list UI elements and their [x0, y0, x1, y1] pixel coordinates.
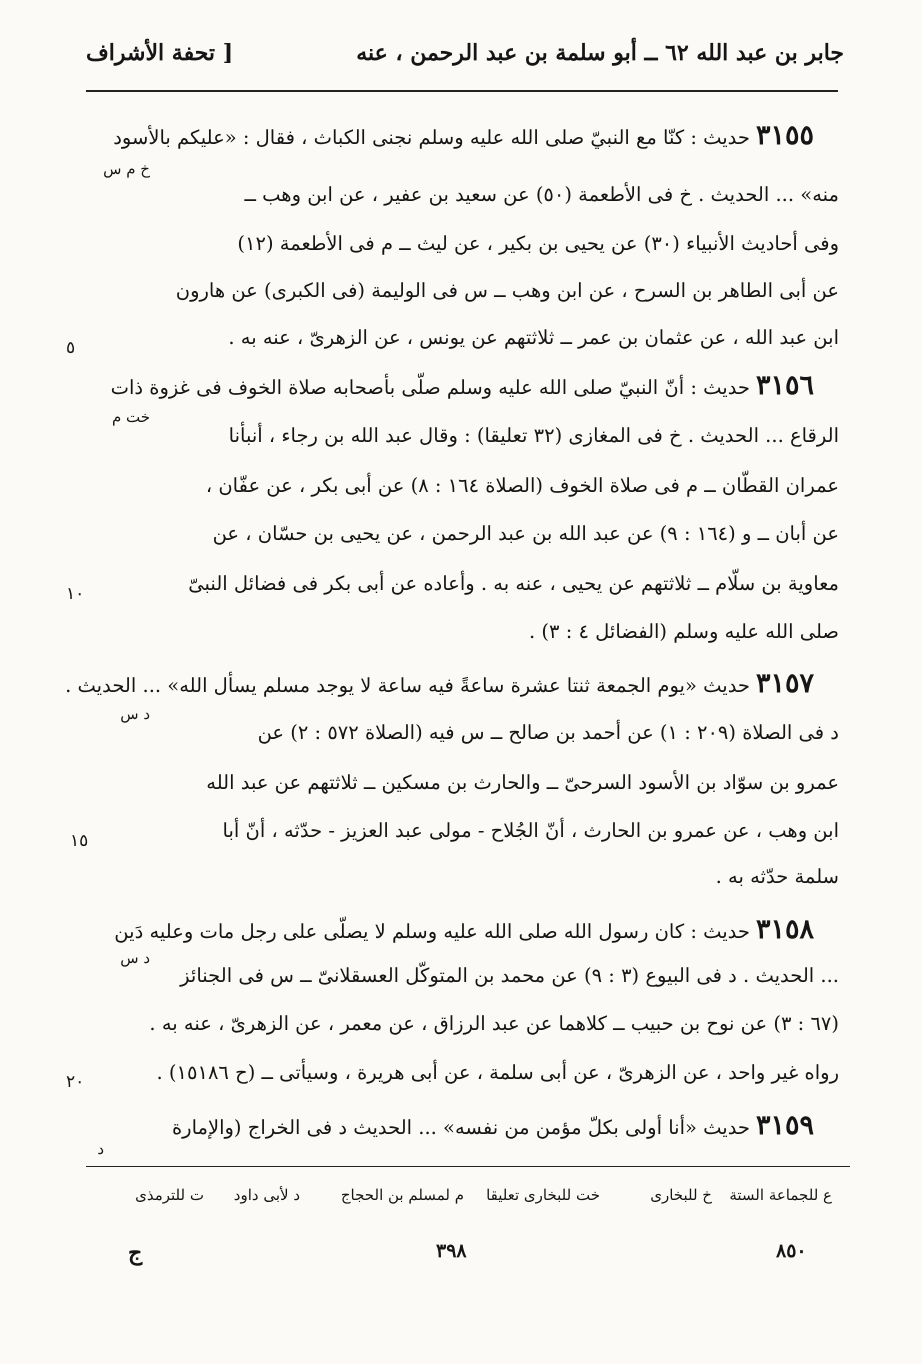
margin-line-number: ٢٠: [66, 1072, 85, 1092]
entry-3155-sigla: خ م س: [103, 160, 150, 178]
entry-3156-line-6: صلى الله عليه وسلم (الفضائل ٤ : ٣) .: [529, 620, 839, 643]
entry-3158-line-4: رواه غير واحد ، عن الزهرىّ ، عن أبى سلمة ، عن أبى هريرة ، وسيأتى ــ (ح ١٥١٨٦) .: [156, 1061, 839, 1084]
footnote-siglum-key: خ للبخارى: [650, 1186, 712, 1204]
running-header-title: جابر بن عبد الله ٦٢ ــ أبو سلمة بن عبد الرحمن ، عنه: [356, 40, 844, 66]
footnote-rule: [86, 1166, 850, 1167]
entry-3157-line-4: ابن وهب ، عن عمرو بن الحارث ، أنّ الجُلاح - مولى عبد العزيز - حدّثه ، أنّ أبا: [222, 819, 839, 842]
margin-line-number: ١٠: [66, 584, 85, 604]
footnote-siglum-key: ت للترمذى: [135, 1186, 204, 1204]
margin-line-number: ١٥: [70, 831, 89, 851]
entry-3156-line-5: معاوية بن سلّام ــ ثلاثتهم عن يحيى ، عنه به . وأعاده عن أبى بكر فى فضائل النبىّ: [188, 572, 839, 595]
entry-3156-line-4: عن أبان ــ و (١٦٤ : ٩) عن عبد الله بن عبد الرحمن ، عن يحيى بن حسّان ، عن: [212, 522, 839, 545]
entry-3158-line-1: ٣١٥٨حديث : كان رسول الله صلى الله عليه وسلم لا يصلّى على رجل مات وعليه دَين: [114, 914, 814, 945]
entry-3158-line-2: ... الحديث . د فى البيوع (٣ : ٩) عن محمد بن المتوكّل العسقلانىّ ــ س فى الجنائز: [180, 964, 839, 987]
entry-3156-sigla: خت م: [111, 408, 150, 426]
entry-3159-sigla: د: [97, 1140, 104, 1158]
entry-3155-line-4: عن أبى الطاهر بن السرح ، عن ابن وهب ــ س فى الوليمة (فى الكبرى) عن هارون: [175, 279, 839, 302]
entry-3155-line-1: ٣١٥٥حديث : كنّا مع النبيّ صلى الله عليه وسلم نجنى الكباث ، فقال : «عليكم بالأسود: [113, 120, 814, 151]
volume-page-number: ٨٥٠: [776, 1240, 807, 1262]
entry-3156-line-2: الرقاع ... الحديث . خ فى المغازى (٣٢ تعليقا) : وقال عبد الله بن رجاء ، أنبأنا: [228, 424, 839, 447]
footnote-siglum-key: م لمسلم بن الحجاج: [340, 1186, 464, 1204]
page-number: ٣٩٨: [436, 1240, 467, 1262]
entry-3155-line-5: ابن عبد الله ، عن عثمان بن عمر ــ ثلاثتهم عن يونس ، عن الزهرىّ ، عنه به .: [228, 326, 839, 349]
entry-3155-line-3: وفى أحاديث الأنبياء (٣٠) عن يحيى بن بكير ، عن ليث ــ م فى الأطعمة (١٢): [237, 232, 839, 255]
entry-3158-sigla: د س: [120, 949, 150, 967]
header-rule: [86, 90, 838, 92]
entry-3158-line-3: (٦٧ : ٣) عن نوح بن حبيب ــ كلاهما عن عبد الرزاق ، عن معمر ، عن الزهرىّ ، عنه به .: [149, 1012, 839, 1035]
entry-3159-line-1: ٣١٥٩حديث «أنا أولى بكلّ مؤمن من نفسه» ... الحديث د فى الخراج (والإمارة: [171, 1110, 814, 1141]
entry-3156-line-3: عمران القطّان ــ م فى صلاة الخوف (الصلاة ١٦٤ : ٨) عن أبى بكر ، عن عفّان ،: [205, 474, 839, 497]
entry-3156-line-1: ٣١٥٦حديث : أنّ النبيّ صلى الله عليه وسلم صلّى بأصحابه صلاة الخوف فى غزوة ذات: [110, 370, 814, 401]
entry-3157-line-2: د فى الصلاة (٢٠٩ : ١) عن أحمد بن صالح ــ س فيه (الصلاة ٥٧٢ : ٢) عن: [257, 721, 839, 744]
entry-3155-line-2: منه» ... الحديث . خ فى الأطعمة (٥٠) عن سعيد بن عفير ، عن ابن وهب ــ: [244, 183, 839, 206]
signature-mark: ج: [128, 1240, 143, 1266]
entry-3157-line-3: عمرو بن سوّاد بن الأسود السرحىّ ــ والحارث بن مسكين ــ ثلاثتهم عن عبد الله: [206, 771, 839, 794]
entry-3157-line-5: سلمة حدّثه به .: [715, 865, 839, 888]
running-header-book: [ تحفة الأشراف: [86, 40, 234, 66]
footnote-siglum-key: ع للجماعة الستة: [729, 1186, 832, 1204]
footnote-siglum-key: خت للبخارى تعليقا: [486, 1186, 600, 1204]
entry-3157-line-1: ٣١٥٧حديث «يوم الجمعة ثنتا عشرة ساعةً فيه ساعة لا يوجد مسلم يسأل الله» ... الحديث .: [65, 668, 814, 699]
entry-3157-sigla: د س: [120, 705, 150, 723]
margin-line-number: ٥: [66, 338, 76, 358]
footnote-siglum-key: د لأبى داود: [233, 1186, 300, 1204]
